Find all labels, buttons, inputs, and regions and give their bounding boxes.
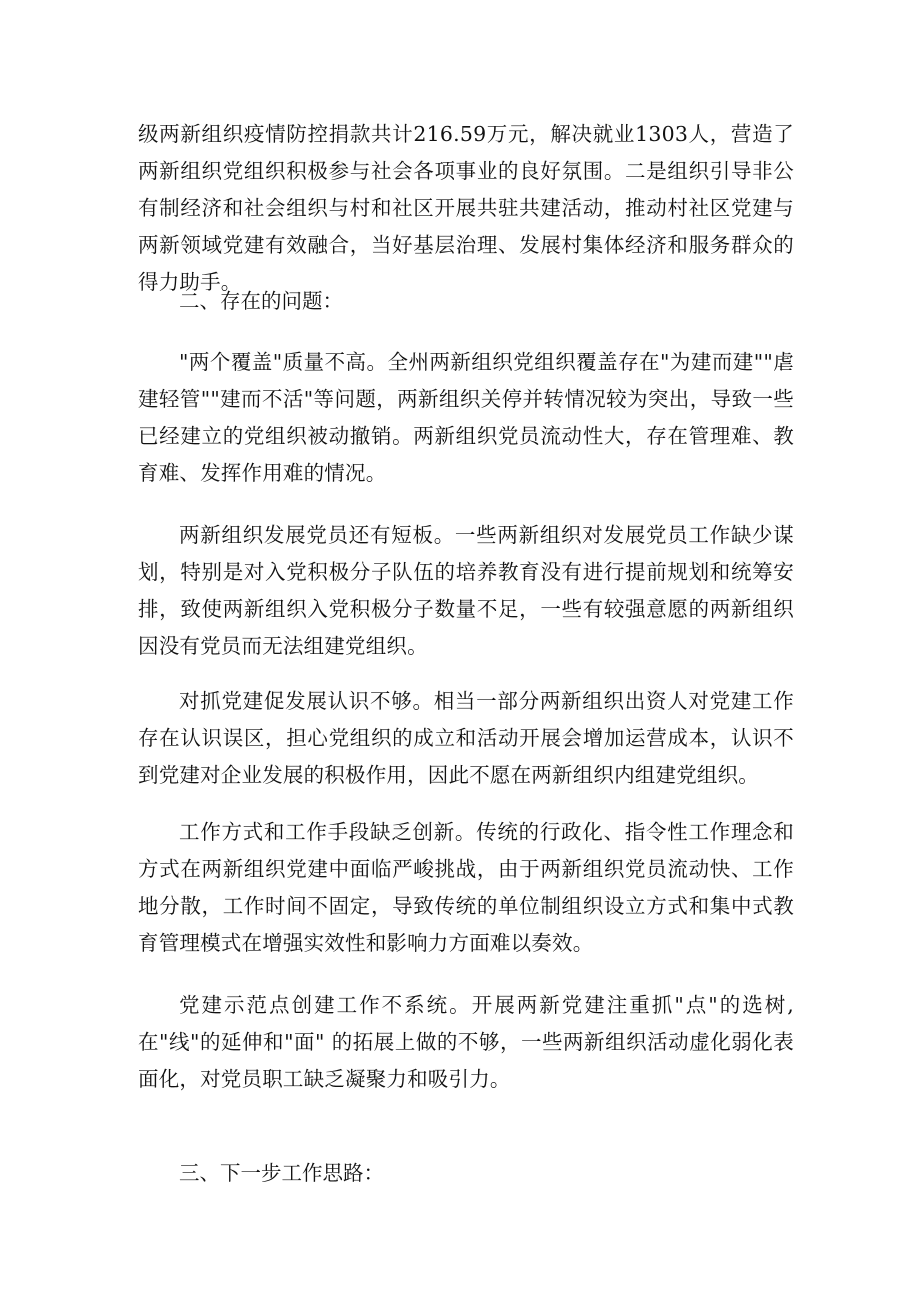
section-heading-next-steps: 三、下一步工作思路： [179, 1161, 384, 1185]
paragraph-work-methods: 工作方式和工作手段缺乏创新。传统的行政化、指令性工作理念和方式在两新组织党建中面临严峻挑战，由于两新组织党员流动快、工作地分散，工作时间不固定，导致传统的单位制组织设立方式和集中式教育管理模式在增强实效性和影响力方面难以奏效。 [138, 820, 794, 955]
section-heading-problems: 二、存在的问题： [179, 289, 343, 313]
paragraph-understanding: 对抓党建促发展认识不够。相当一部分两新组织出资人对党建工作存在认识误区，担心党组织的成立和活动开展会增加运营成本，认识不到党建对企业发展的积极作用，因此不愿在两新组织内组建党组织。 [138, 689, 794, 787]
paragraph-party-member-development: 两新组织发展党员还有短板。一些两新组织对发展党员工作缺少谋划，特别是对入党积极分子队伍的培养教育没有进行提前规划和统筹安排，致使两新组织入党积极分子数量不足，一些有较强意愿的两新组织因没有党员而无法组建党组织。 [138, 523, 794, 658]
paragraph-donation-summary: 级两新组织疫情防控捐款共计216.59万元，解决就业1303人，营造了两新组织党组织积极参与社会各项事业的良好氛围。二是组织引导非公有制经济和社会组织与村和社区开展共驻共建活动，推动村社区党建与两新领域党建有效融合，当好基层治理、发展村集体经济和服务群众的得力助手。 [138, 122, 794, 294]
paragraph-two-coverage: "两个覆盖"质量不高。全州两新组织党组织覆盖存在"为建而建""虐建轻管""建而不活"等问题，两新组织关停并转情况较为突出，导致一些已经建立的党组织被动撤销。两新组织党员流动性大，存在管理难、教育难、发挥作用难的情况。 [138, 350, 794, 485]
paragraph-demonstration-points: 党建示范点创建工作不系统。开展两新党建注重抓"点"的选树,在"线"的延伸和"面" 的拓展上做的不够，一些两新组织活动虚化弱化表面化，对党员职工缺乏凝聚力和吸引力。 [138, 993, 794, 1091]
